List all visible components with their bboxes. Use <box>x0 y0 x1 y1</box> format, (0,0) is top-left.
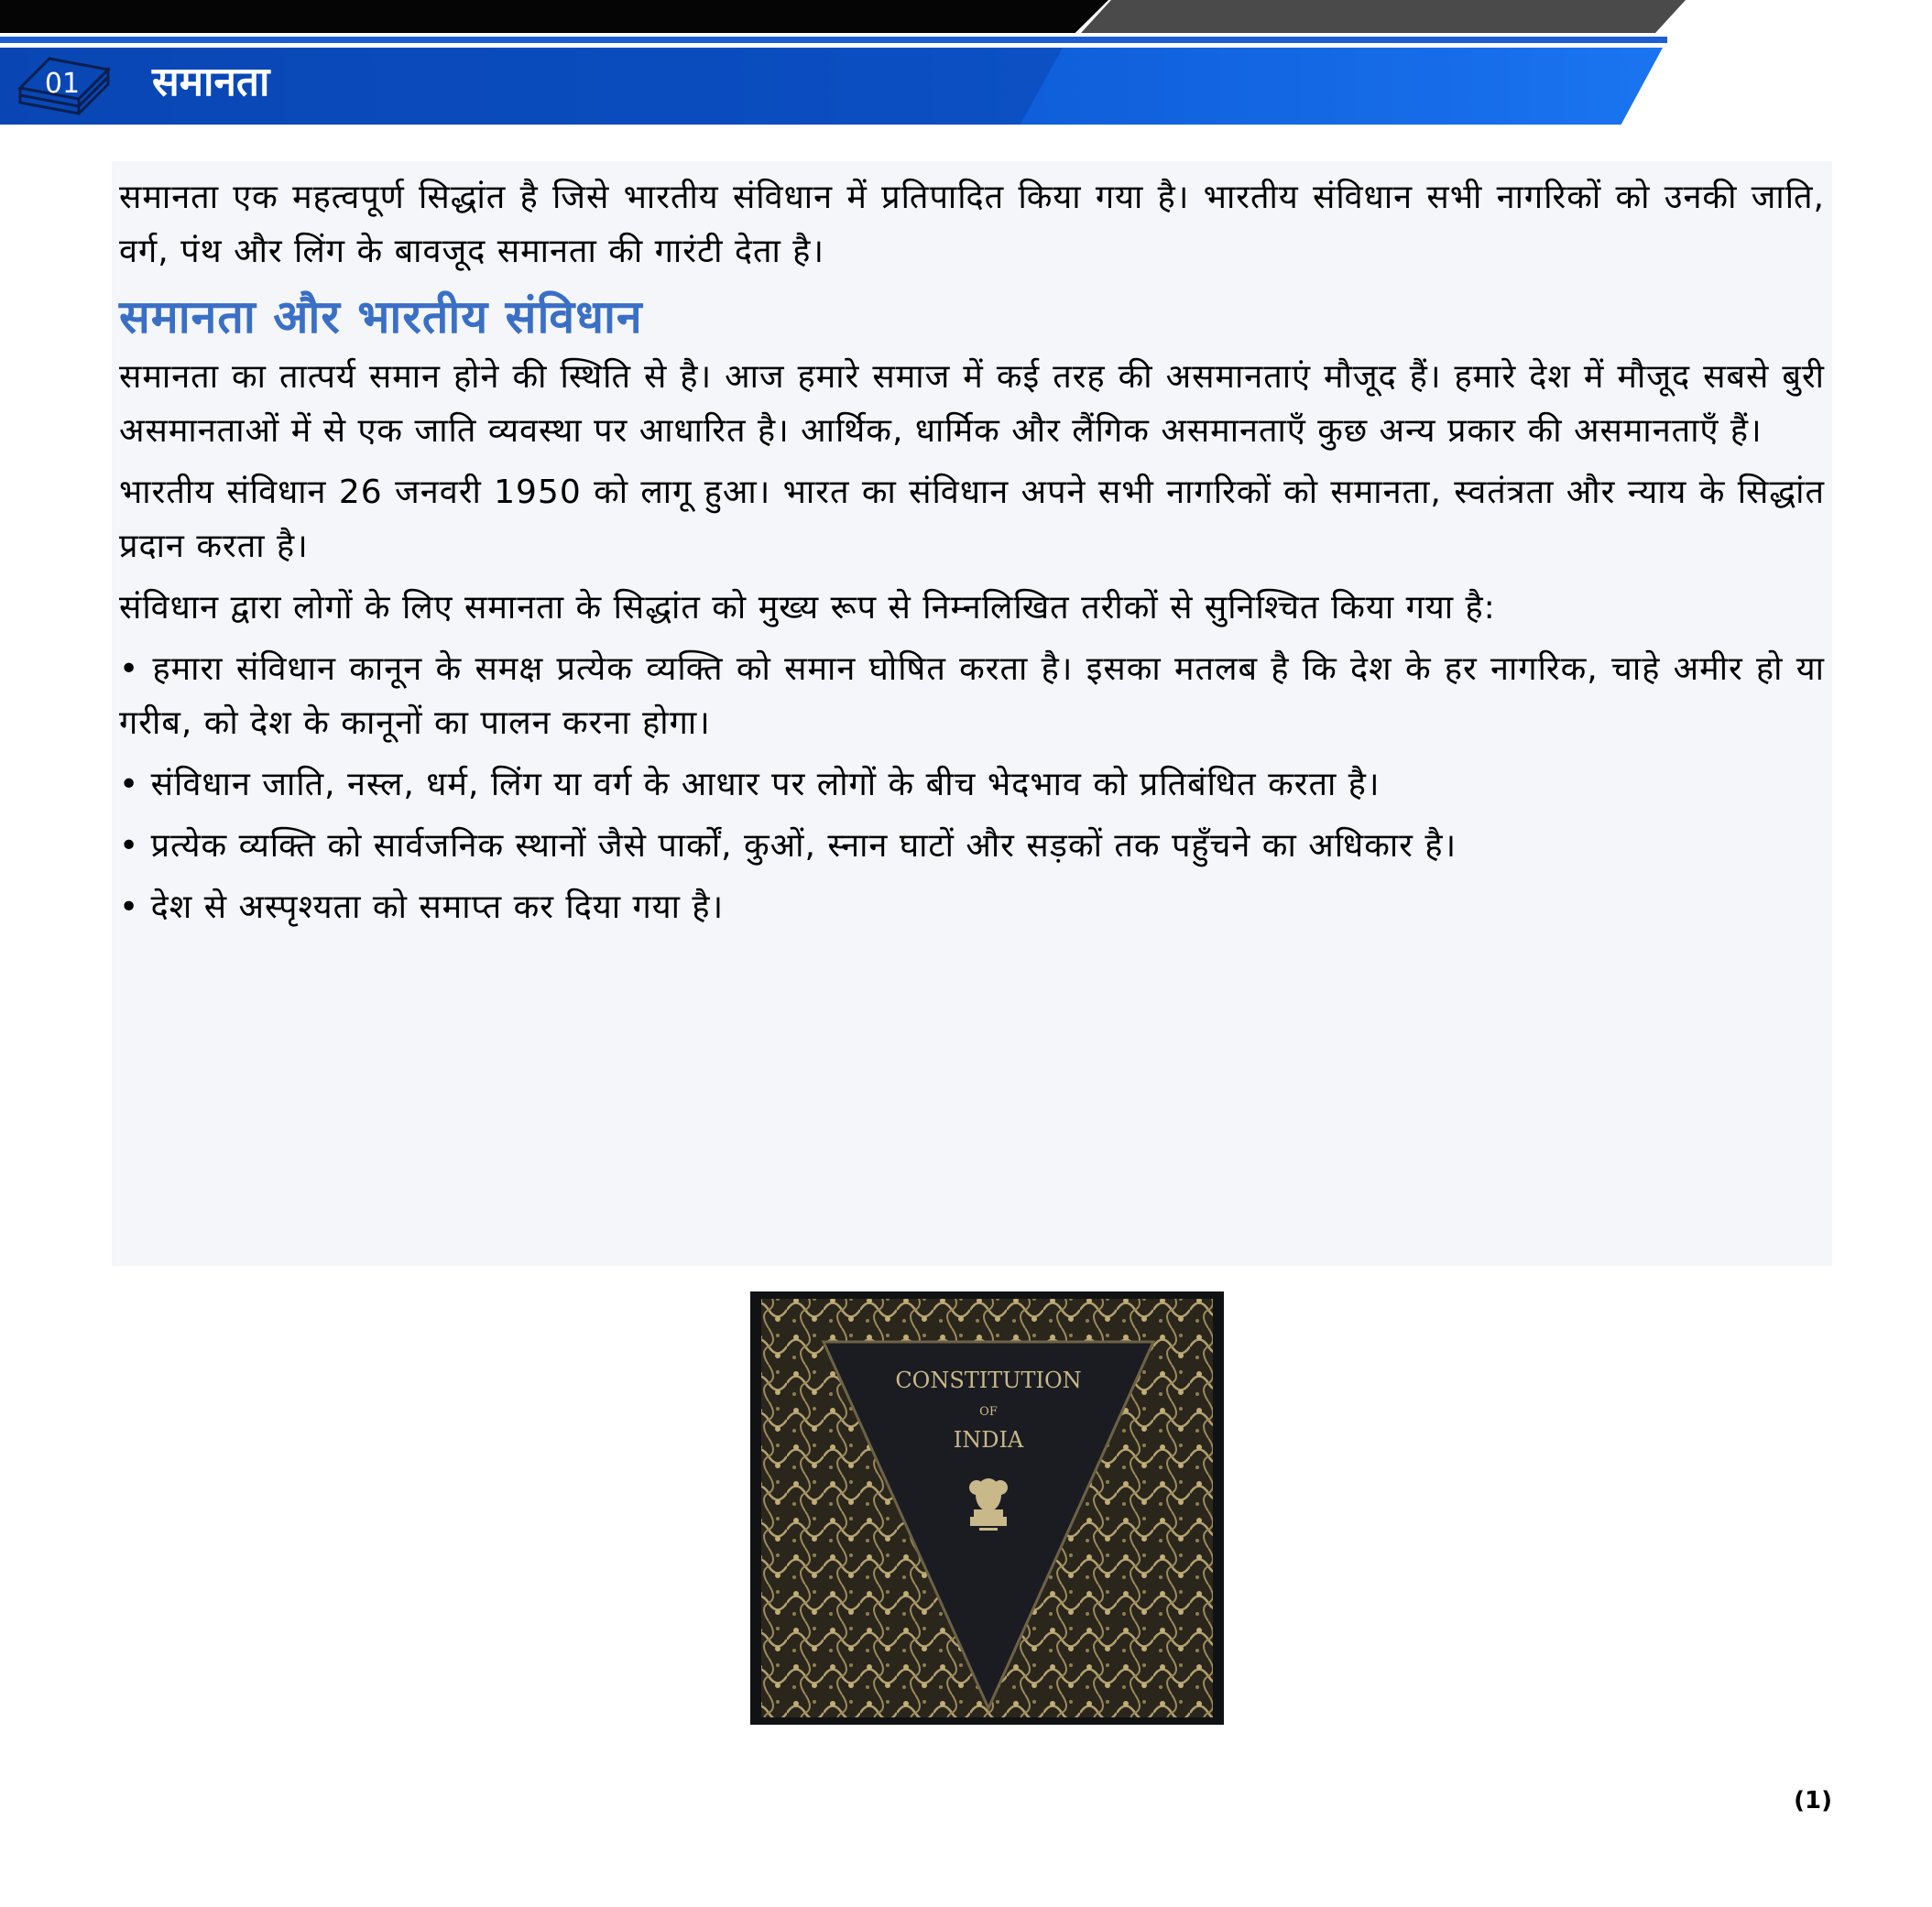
paragraph-constitution-date: भारतीय संविधान 26 जनवरी 1950 को लागू हुआ। भारत का संविधान अपने सभी नागरिकों को समानता, स्वतंत्रता और न्याय के सिद्धांत प्रदान करता है। <box>119 474 1825 565</box>
bullet-public-access: • प्रत्येक व्यक्ति को सार्वजनिक स्थानों जैसे पार्कों, कुओं, स्नान घाटों और सड़कों तक पहुँचने का अधिकार है। <box>119 827 1457 865</box>
paragraph-principles: संविधान द्वारा लोगों के लिए समानता के सिद्धांत को मुख्य रूप से निम्नलिखित तरीकों से सुनिश्चित किया गया है: <box>119 589 1496 627</box>
bullet-untouchability: • देश से अस्पृश्यता को समाप्त कर दिया गया है। <box>119 888 725 926</box>
constitution-book-image <box>750 1291 1224 1725</box>
section-heading: समानता और भारतीय संविधान <box>119 290 643 343</box>
chapter-title: समानता <box>152 59 270 105</box>
chapter-number: 01 <box>44 68 81 100</box>
content-panel <box>112 161 1832 1266</box>
bullet-equal-before-law: • हमारा संविधान कानून के समक्ष प्रत्येक व्यक्ति को समान घोषित करता है। इसका मतलब है कि देश के हर नागरिक, चाहे अमीर हो या गरीब, को देश के कानूनों का पालन करना होगा। <box>119 650 1825 742</box>
paragraph-inequality: समानता का तात्पर्य समान होने की स्थिति से है। आज हमारे समाज में कई तरह की असमानताएं मौजूद हैं। हमारे देश में मौजूद सबसे बुरी असमानताओं में से एक जाति व्यवस्था पर आधारित है। आर्थिक, धार्मिक और लैंगिक असमानताएँ कुछ अन्य प्रकार की असमानताएँ हैं। <box>119 358 1825 450</box>
cover-title-line2: OF <box>979 1405 998 1419</box>
cover-title-line3: INDIA <box>953 1427 1024 1453</box>
cover-title-line1: CONSTITUTION <box>895 1368 1082 1393</box>
intro-paragraph: समानता एक महत्वपूर्ण सिद्धांत है जिसे भारतीय संविधान में प्रतिपादित किया गया है। भारतीय संविधान सभी नागरिकों को उनकी जाति, वर्ग, पंथ और लिंग के बावजूद समानता की गारंटी देता है। <box>119 179 1825 270</box>
bullet-no-discrimination: • संविधान जाति, नस्ल, धर्म, लिंग या वर्ग के आधार पर लोगों के बीच भेदभाव को प्रतिबंधित करता है। <box>119 766 1381 803</box>
page-number: (1) <box>1794 1787 1832 1814</box>
header-black-band <box>0 0 1108 33</box>
header-accent-line <box>0 37 1667 43</box>
header-gray-band <box>1081 0 1686 33</box>
